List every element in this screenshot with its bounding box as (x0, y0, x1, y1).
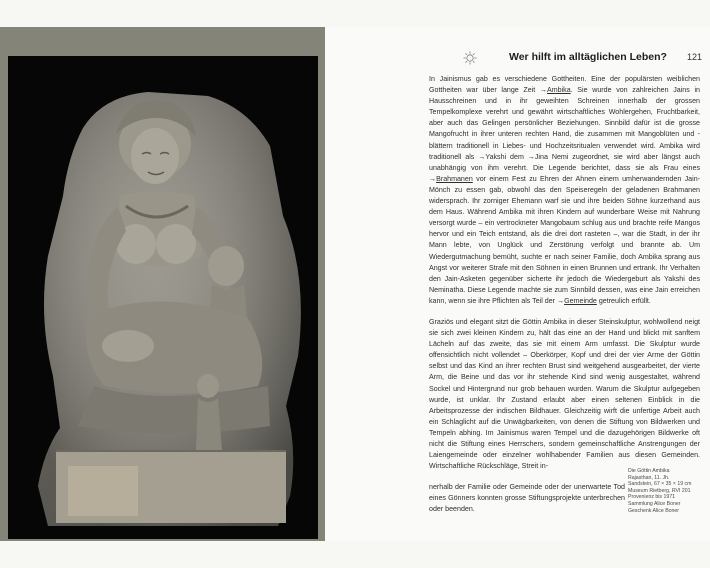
caption-line: Provenienz bis 1971 (628, 494, 676, 501)
arrow-icon: → (539, 86, 547, 95)
caption-line: Geschenk Alice Boner (628, 507, 680, 514)
paragraph-1 (429, 74, 700, 307)
arrow-icon: → (527, 152, 535, 161)
sculpture-photo (8, 56, 318, 539)
image-caption (628, 468, 706, 514)
left-page (0, 27, 325, 541)
paragraph-2 (429, 317, 700, 472)
caption-line: Rajasthan, 11. Jh. (628, 474, 670, 481)
right-page (325, 27, 710, 541)
body-text (429, 74, 700, 516)
caption-line: Die Göttin Ambika (628, 468, 670, 474)
glossary-link[interactable]: Ambika (546, 86, 571, 95)
text-run: vor einem Fest zu Ehren der Ahnen einem umherwandernden Jain-Mönch zu essen gab, obwohl das den Speiseregeln der geladenen Brahmanen widersprach. Ihr zorniger Ehemann warf sie und ihre beiden Söhne kurzerhand aus dem Haus. Während Ambika mit ihren Kindern auf wunderbare Weise mit Nahrung versorgt wurde – ein vertrockneter Mangobaum schlug aus und brachte reife Mangos hervor und ein Teich entstand, als die drei dort rasteten –, war die Stadt, in der ihr Mann lebte, von Unglück und Zerstörung verfolgt und brannte ab. Um Wiedergutmachung bemüht, suchte er nach seiner Familie, doch Ambika sprang aus Angst vor weiterer Strafe mit den Söhnen in einen Brunnen und ertrank. Ihr Verhalten den Jain-Asketen gegenüber sicherte ihr jedoch die Wiedergeburt als Yakshi des Neminatha. Diese Legende machte sie zum Sinnbild dessen, was eine Jain erreichen kann, wenn sie ihre Pflichten als Teil der (429, 174, 700, 305)
page-number: 121 (686, 52, 702, 62)
page-header (463, 51, 710, 67)
text-run: In Jainismus gab es verschiedene Gottheiten. Eine der populärsten weiblichen Gottheiten war über lange Zeit (429, 75, 700, 95)
page-title: Wer hilft im alltäglichen Leben? (509, 51, 667, 63)
glossary-link[interactable]: Brahmanen (436, 174, 473, 183)
arrow-icon: → (478, 152, 486, 161)
sculpture-image (8, 56, 318, 539)
text-run: Yakshi dem (485, 152, 528, 161)
text-run: . Sie wurde von zahlreichen Jains in Hausschreinen und in ihr geweihten Schreinen innerhalb der grossen Tempelkomplexe verehrt und gewährt wirtschaftliches Wohlergehen, Fruchtbarkeit, aber auch das Gelingen persönlicher Beziehungen. Sinnbild dafür ist die grosse Mangofrucht in ihrer unteren rechten Hand, die zusammen mit Mangoblüten und -blättern traditionell in Liebes- und Hochzeitsritualen verwendet wird. Ambika wird traditionell als (429, 86, 700, 161)
glossary-link[interactable]: Gemeinde (564, 296, 597, 305)
arrow-icon: → (557, 296, 565, 305)
caption-line: Sandstein, 67 × 35 × 19 cm (628, 481, 692, 488)
text-run: nerhalb der Familie oder Gemeinde oder der unerwartete Tod eines Gönners konnten grosse Stiftungsprojekte unterbrechen oder beenden. (429, 483, 625, 514)
caption-line: Sammlung Alice Boner (628, 500, 681, 507)
paragraph-3 (429, 482, 625, 515)
caption-line: Museum Rietberg, RVI 201 (628, 487, 691, 494)
text-run: Jina Nemi zugeordnet, sie wird aber längst auch unabhängig von ihm verehrt. Die Legende berichtet, dass sie als Frau eines (429, 152, 700, 172)
text-run: getreulich erfüllt. (596, 296, 651, 305)
sun-ornament-icon (463, 51, 477, 65)
text-run: Graziös und elegant sitzt die Göttin Ambika in dieser Steinskulptur, wohlwollend neigt sie sich zwei kleinen Kindern zu, hält das eine an der Hand und blickt mit sanftem Lächeln auf das zweite, das sie mit einem Arm umfasst. Die Skulptur wurde offensichtlich nicht vollendet – Oberkörper, Kopf und drei der vier Arme der Göttin selbst und das Kind an ihrer rechten Brust sind weitgehend ausgearbeitet, der vierte Arm, die Beine und das vor ihr stehende Kind sind wenig ausgestaltet, während Sockel und Hintergrund nur grob behauen wurden. Warum die Skulptur aufgegeben wurde, ist unklar. Ihr Zustand erlaubt aber einen seltenen Einblick in die Arbeitsprozesse der indischen Bildhauer. Gleichzeitig wirft die unfertige Arbeit auch ein Schlaglicht auf die Unwägbarkeiten, von denen die Stiftung von Bildwerken und Tempeln abhing. Im Jainismus waren Tempel und die dazugehörigen Bildwerke oft nicht die Stiftung eines Herrschers, sondern gemeinschaftliche Anstrengungen der Laiengemeinde oder einzelner wohlhabender Familien aus diesen Gemeinden. Wirtschaftliche Rückschläge, Streit in- (429, 317, 700, 471)
arrow-icon: → (429, 174, 437, 183)
